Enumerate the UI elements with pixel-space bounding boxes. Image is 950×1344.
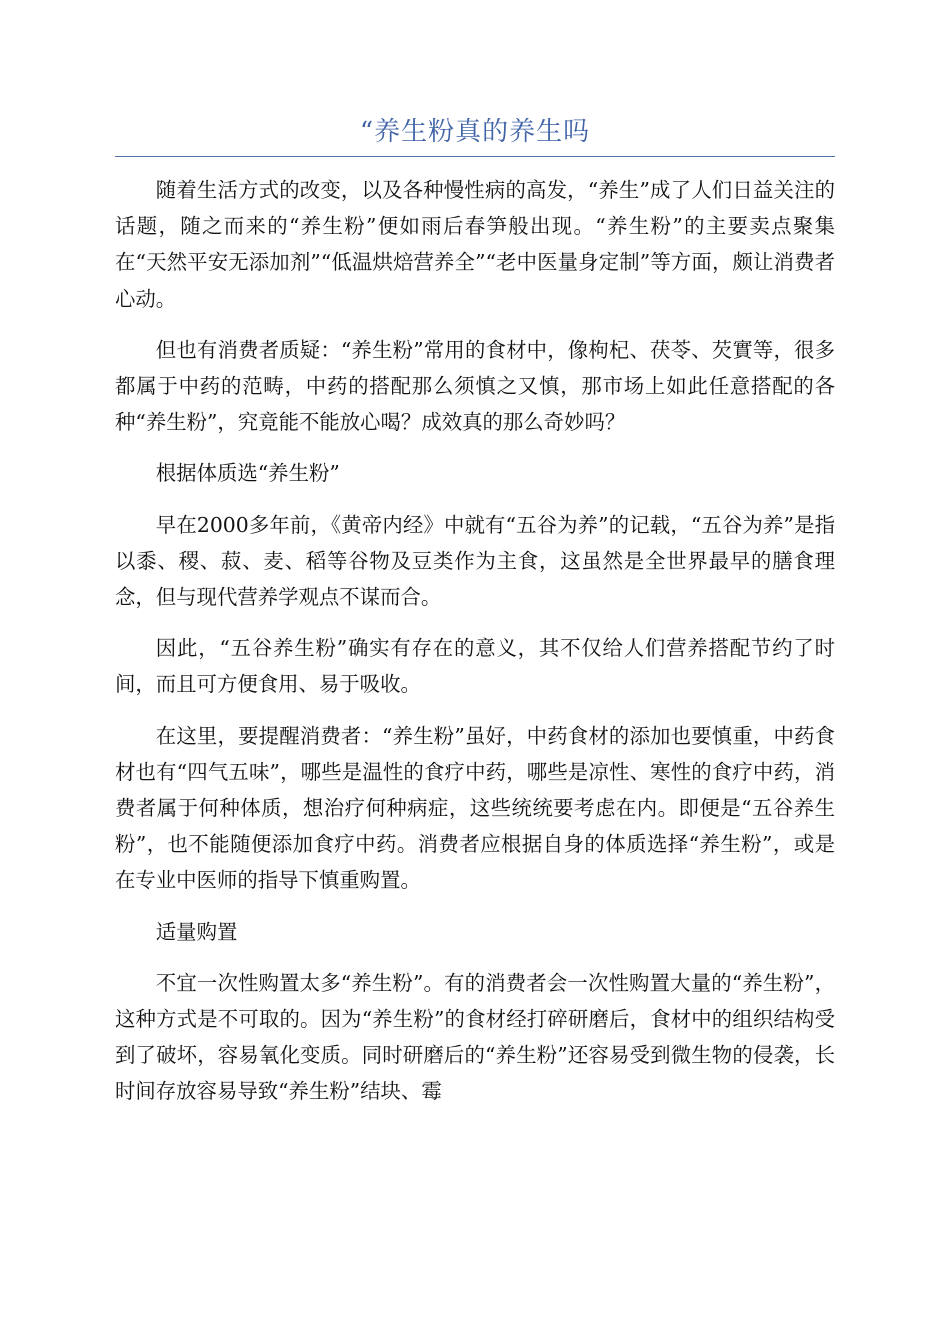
document-body <box>115 172 835 1125</box>
section-heading-moderate-buy: 适量购置 <box>155 919 238 944</box>
paragraph-meaning: 因此，“五谷养生粉”确实有存在的意义，其不仅给人们营养搭配节约了时间，而且可方便食用、易于吸收。 <box>115 636 835 697</box>
paragraph-intro: 随着生活方式的改变，以及各种慢性病的高发，“养生”成了人们日益关注的话题，随之而来的“养生粉”便如雨后春笋般出现。“养生粉”的主要卖点聚集在“天然平安无添加剂”“低温烘焙营养全”“老中医量身定制”等方面，颇让消费者心动。 <box>115 178 835 311</box>
paragraph-history: 早在2000多年前，《黄帝内经》中就有“五谷为养”的记载，“五谷为养”是指以黍、稷、菽、麦、稻等谷物及豆类作为主食，这虽然是全世界最早的膳食理念，但与现代营养学观点不谋而合。 <box>115 512 835 610</box>
title-bar <box>115 114 835 157</box>
paragraph-reminder: 在这里，要提醒消费者：“养生粉”虽好，中药食材的添加也要慎重，中药食材也有“四气五味”，哪些是温性的食疗中药，哪些是凉性、寒性的食疗中药，消费者属于何种体质，想治疗何种病症，这些统统要考虑在内。即便是“五谷养生粉”，也不能随便添加食疗中药。消费者应根据自身的体质选择“养生粉”，或是在专业中医师的指导下慎重购置。 <box>115 723 835 893</box>
section-heading-constitution: 根据体质选“养生粉” <box>155 461 340 486</box>
paragraph-storage: 不宜一次性购置太多“养生粉”。有的消费者会一次性购置大量的“养生粉”，这种方式是不可取的。因为“养生粉”的食材经打碎研磨后，食材中的组织结构受到了破坏，容易氧化变质。同时研磨后的“养生粉”还容易受到微生物的侵袭，长时间存放容易导致“养生粉”结块、霉 <box>115 970 835 1104</box>
page-title: “养生粉真的养生吗 <box>359 117 591 147</box>
paragraph-doubt: 但也有消费者质疑：“养生粉”常用的食材中，像枸杞、茯苓、芡實等，很多都属于中药的范畴，中药的搭配那么须慎之又慎，那市场上如此任意搭配的各种“养生粉”，究竟能不能放心喝？成效真的那么奇妙吗？ <box>115 337 835 435</box>
